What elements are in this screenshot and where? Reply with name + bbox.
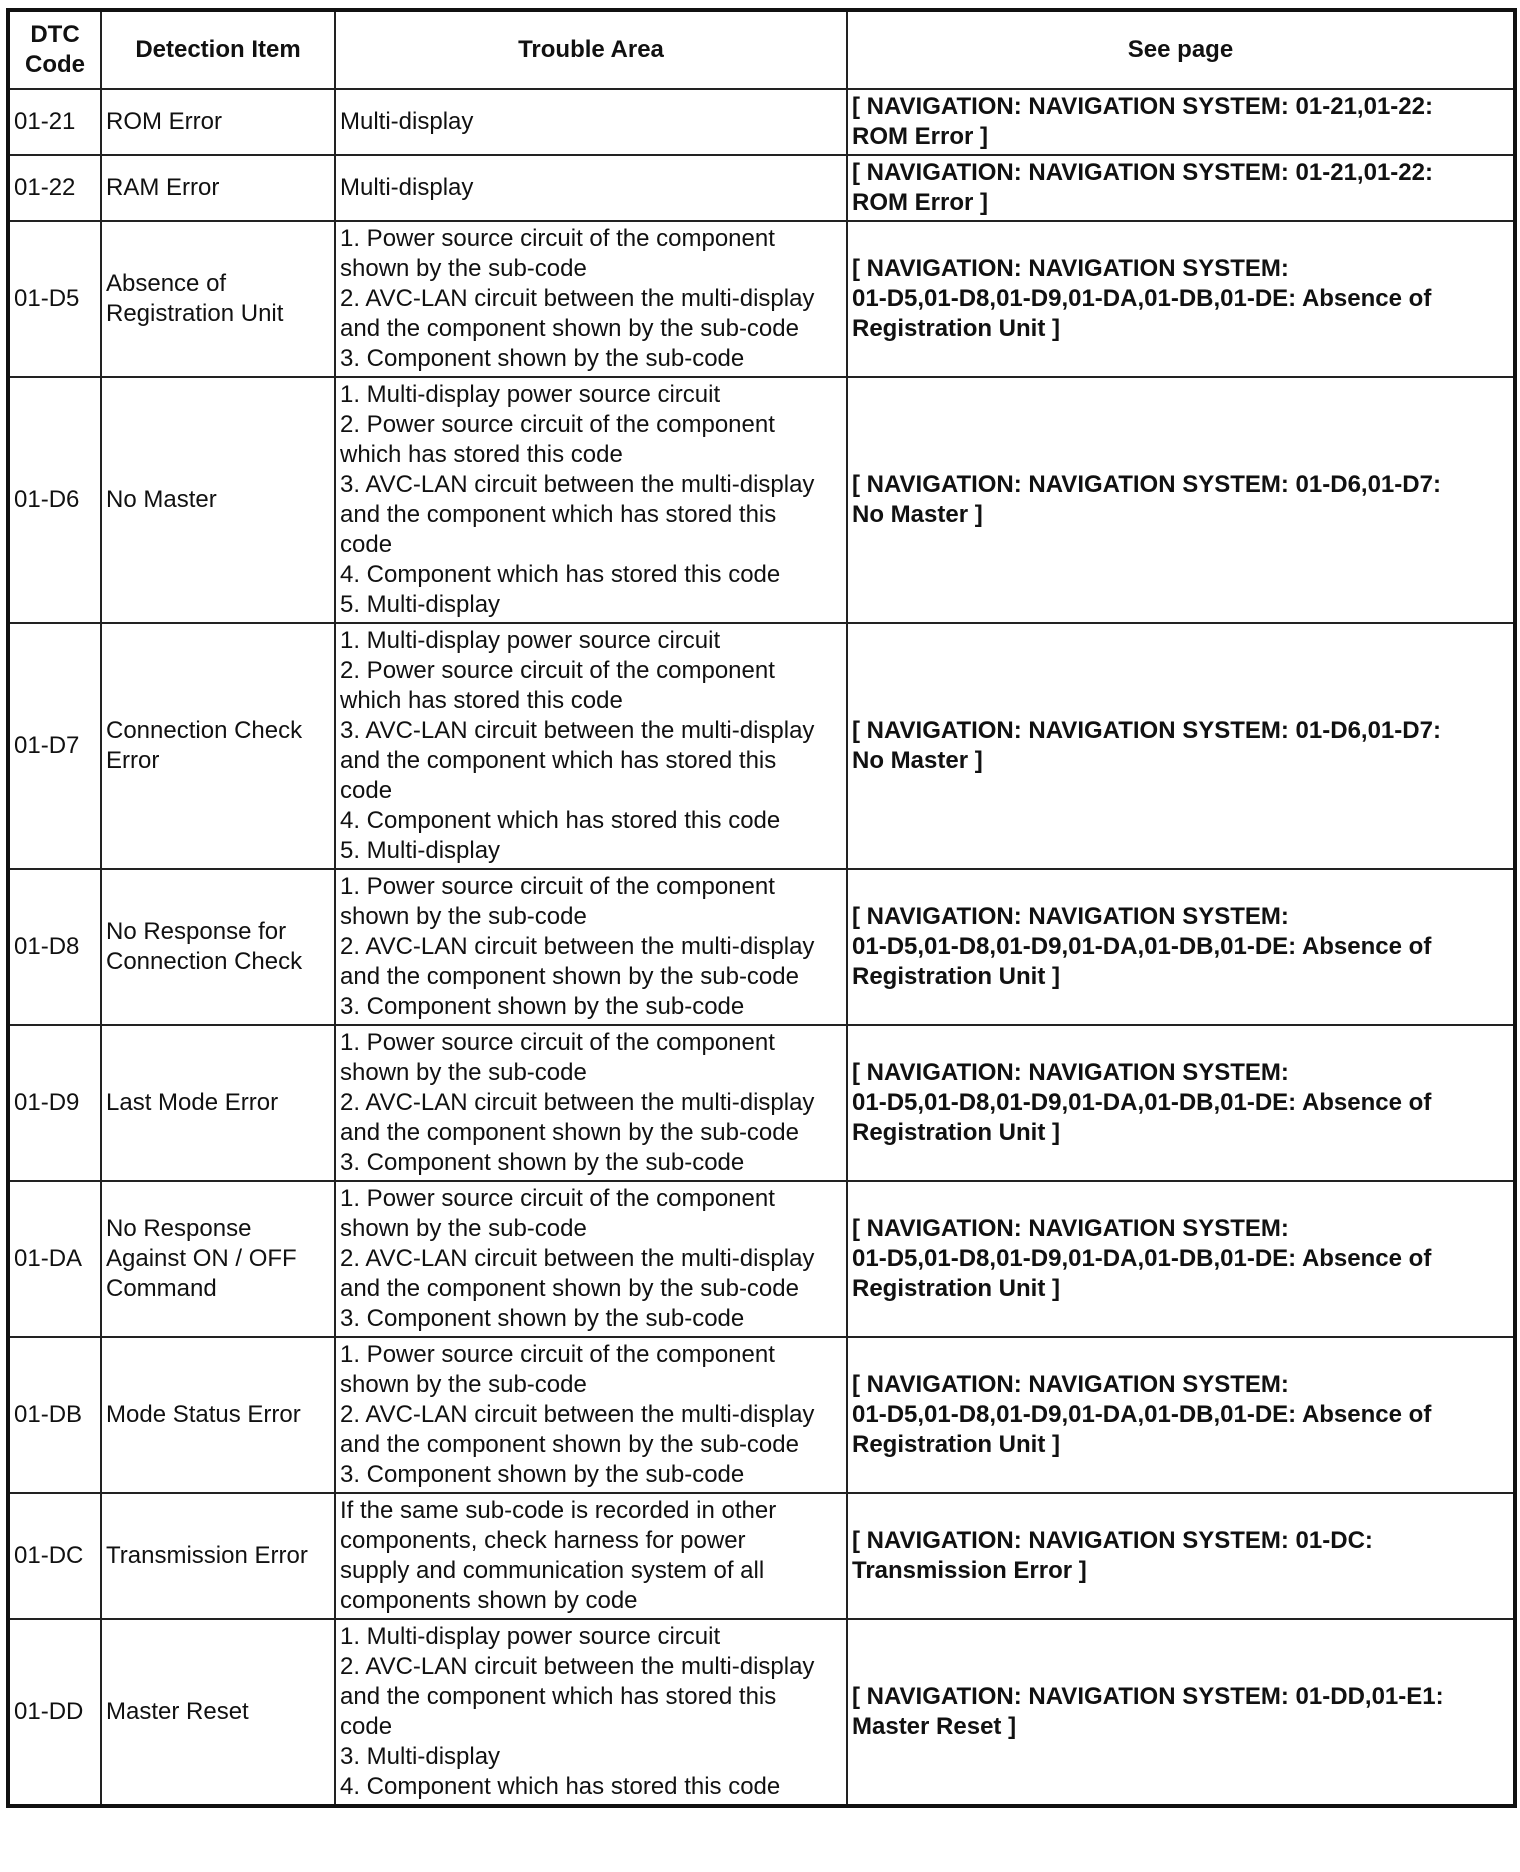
trouble-area-line: which has stored this code [340, 441, 623, 468]
trouble-area-line: and the component which has stored this [340, 501, 777, 528]
trouble-area-cell [335, 869, 847, 1025]
detection-item-cell [101, 623, 335, 869]
detection-item-cell [101, 155, 335, 221]
trouble-area-line: 3. Multi-display [340, 1743, 501, 1770]
see-page-link-line[interactable]: Registration Unit ] [852, 1431, 1060, 1458]
see-page-cell [847, 1025, 1515, 1181]
trouble-area-line: shown by the sub-code [340, 255, 587, 282]
trouble-area-line: and the component shown by the sub-code [340, 963, 799, 990]
trouble-area-line: code [340, 1713, 393, 1740]
trouble-area-line: 4. Component which has stored this code [340, 561, 781, 588]
see-page-link-line[interactable]: [ NAVIGATION: NAVIGATION SYSTEM: 01-DD,01-E1: [852, 1683, 1444, 1710]
see-page-cell [847, 89, 1515, 155]
trouble-area-line: supply and communication system of all [340, 1557, 765, 1584]
trouble-area-line: 2. AVC-LAN circuit between the multi-display [340, 285, 815, 312]
trouble-area-line: Multi-display [340, 174, 474, 201]
trouble-area-line: 2. AVC-LAN circuit between the multi-display [340, 1245, 815, 1272]
see-page-cell [847, 1337, 1515, 1493]
detection-item-line: No Response for [106, 918, 287, 945]
see-page-link-line[interactable]: [ NAVIGATION: NAVIGATION SYSTEM: [852, 1371, 1289, 1398]
detection-item-cell [101, 869, 335, 1025]
table-body [8, 89, 1515, 1806]
detection-item-cell [101, 1025, 335, 1181]
trouble-area-line: shown by the sub-code [340, 1215, 587, 1242]
trouble-area-line: shown by the sub-code [340, 903, 587, 930]
dtc-code-cell: 01-DA [8, 1181, 101, 1337]
trouble-area-line: and the component shown by the sub-code [340, 1119, 799, 1146]
detection-item-cell [101, 377, 335, 623]
trouble-area-line: 2. Power source circuit of the component [340, 411, 775, 438]
dtc-code-cell: 01-DC [8, 1493, 101, 1619]
detection-item-cell [101, 1619, 335, 1806]
trouble-area-cell [335, 377, 847, 623]
see-page-link-line[interactable]: Registration Unit ] [852, 315, 1060, 342]
trouble-area-line: 1. Power source circuit of the component [340, 1185, 775, 1212]
trouble-area-line: 1. Power source circuit of the component [340, 873, 775, 900]
trouble-area-line: components, check harness for power [340, 1527, 746, 1554]
see-page-link-line[interactable]: No Master ] [852, 501, 983, 528]
trouble-area-line: and the component shown by the sub-code [340, 315, 799, 342]
detection-item-line: Transmission Error [106, 1542, 308, 1569]
see-page-link-line[interactable]: 01-D5,01-D8,01-D9,01-DA,01-DB,01-DE: Absence of [852, 285, 1432, 312]
dtc-code-cell: 01-D8 [8, 869, 101, 1025]
see-page-link-line[interactable]: [ NAVIGATION: NAVIGATION SYSTEM: [852, 1059, 1289, 1086]
trouble-area-line: and the component which has stored this [340, 747, 777, 774]
see-page-link-line[interactable]: Registration Unit ] [852, 1275, 1060, 1302]
see-page-link-line[interactable]: 01-D5,01-D8,01-D9,01-DA,01-DB,01-DE: Absence of [852, 1089, 1432, 1116]
trouble-area-line: 1. Multi-display power source circuit [340, 627, 721, 654]
header-see-page: See page [847, 10, 1515, 89]
dtc-code-cell: 01-DB [8, 1337, 101, 1493]
trouble-area-line: 1. Power source circuit of the component [340, 1029, 775, 1056]
see-page-cell [847, 869, 1515, 1025]
detection-item-cell [101, 1181, 335, 1337]
table-row [8, 1619, 1515, 1806]
see-page-cell [847, 221, 1515, 377]
trouble-area-line: 5. Multi-display [340, 837, 501, 864]
trouble-area-line: Multi-display [340, 108, 474, 135]
table-row [8, 1025, 1515, 1181]
table-row [8, 1181, 1515, 1337]
trouble-area-line: and the component shown by the sub-code [340, 1431, 799, 1458]
detection-item-line: Connection Check [106, 717, 303, 744]
see-page-link-line[interactable]: [ NAVIGATION: NAVIGATION SYSTEM: [852, 1215, 1289, 1242]
detection-item-line: ROM Error [106, 108, 222, 135]
trouble-area-cell [335, 623, 847, 869]
trouble-area-line: 1. Multi-display power source circuit [340, 381, 721, 408]
see-page-cell [847, 1181, 1515, 1337]
see-page-link-line[interactable]: 01-D5,01-D8,01-D9,01-DA,01-DB,01-DE: Absence of [852, 1245, 1432, 1272]
detection-item-line: No Response [106, 1215, 252, 1242]
trouble-area-cell [335, 89, 847, 155]
detection-item-line: Against ON / OFF [106, 1245, 297, 1272]
trouble-area-line: 2. AVC-LAN circuit between the multi-display [340, 1401, 815, 1428]
trouble-area-cell [335, 155, 847, 221]
detection-item-line: Registration Unit [106, 300, 284, 327]
trouble-area-line: shown by the sub-code [340, 1371, 587, 1398]
detection-item-line: RAM Error [106, 174, 220, 201]
detection-item-cell [101, 221, 335, 377]
see-page-link-line[interactable]: [ NAVIGATION: NAVIGATION SYSTEM: 01-21,01-22: [852, 159, 1433, 186]
dtc-table [6, 8, 1517, 1808]
table-row [8, 623, 1515, 869]
trouble-area-line: 3. Component shown by the sub-code [340, 993, 745, 1020]
trouble-area-line: shown by the sub-code [340, 1059, 587, 1086]
see-page-link-line[interactable]: Master Reset ] [852, 1713, 1017, 1740]
trouble-area-line: 1. Multi-display power source circuit [340, 1623, 721, 1650]
trouble-area-line: code [340, 777, 393, 804]
see-page-cell [847, 1493, 1515, 1619]
see-page-link-line[interactable]: [ NAVIGATION: NAVIGATION SYSTEM: 01-D6,01-D7: [852, 471, 1441, 498]
see-page-cell [847, 377, 1515, 623]
see-page-link-line[interactable]: Registration Unit ] [852, 1119, 1060, 1146]
trouble-area-line: 3. Component shown by the sub-code [340, 345, 745, 372]
see-page-link-line[interactable]: ROM Error ] [852, 189, 989, 216]
trouble-area-line: and the component shown by the sub-code [340, 1275, 799, 1302]
trouble-area-line: 4. Component which has stored this code [340, 1773, 781, 1800]
trouble-area-line: 1. Power source circuit of the component [340, 225, 775, 252]
header-dtc-code-line2: Code [25, 51, 85, 78]
detection-item-cell [101, 1493, 335, 1619]
see-page-link-line[interactable]: [ NAVIGATION: NAVIGATION SYSTEM: 01-DC: [852, 1527, 1373, 1554]
dtc-code-cell: 01-22 [8, 155, 101, 221]
trouble-area-cell [335, 1337, 847, 1493]
detection-item-line: Error [106, 747, 160, 774]
dtc-code-cell: 01-21 [8, 89, 101, 155]
dtc-code-cell: 01-D6 [8, 377, 101, 623]
trouble-area-line: 3. Component shown by the sub-code [340, 1461, 745, 1488]
trouble-area-cell [335, 1493, 847, 1619]
table-row [8, 221, 1515, 377]
see-page-link-line[interactable]: [ NAVIGATION: NAVIGATION SYSTEM: 01-21,01-22: [852, 93, 1433, 120]
trouble-area-line: code [340, 531, 393, 558]
trouble-area-line: If the same sub-code is recorded in other [340, 1497, 777, 1524]
trouble-area-cell [335, 1025, 847, 1181]
header-row [8, 10, 1515, 89]
see-page-link-line[interactable]: 01-D5,01-D8,01-D9,01-DA,01-DB,01-DE: Absence of [852, 933, 1432, 960]
trouble-area-line: 2. Power source circuit of the component [340, 657, 775, 684]
detection-item-line: Absence of [106, 270, 227, 297]
table-row [8, 155, 1515, 221]
trouble-area-line: 3. Component shown by the sub-code [340, 1149, 745, 1176]
detection-item-line: Connection Check [106, 948, 303, 975]
trouble-area-line: 3. AVC-LAN circuit between the multi-display [340, 717, 815, 744]
dtc-code-cell: 01-D7 [8, 623, 101, 869]
table-row [8, 1337, 1515, 1493]
see-page-link-line[interactable]: 01-D5,01-D8,01-D9,01-DA,01-DB,01-DE: Absence of [852, 1401, 1432, 1428]
trouble-area-line: and the component which has stored this [340, 1683, 777, 1710]
trouble-area-line: 2. AVC-LAN circuit between the multi-display [340, 933, 815, 960]
table-row [8, 377, 1515, 623]
dtc-code-cell: 01-DD [8, 1619, 101, 1806]
detection-item-line: Master Reset [106, 1698, 249, 1725]
header-dtc-code [8, 10, 101, 89]
table-row [8, 869, 1515, 1025]
dtc-code-cell: 01-D5 [8, 221, 101, 377]
see-page-link-line[interactable]: [ NAVIGATION: NAVIGATION SYSTEM: [852, 255, 1289, 282]
header-detection-item: Detection Item [101, 10, 335, 89]
see-page-cell [847, 1619, 1515, 1806]
detection-item-line: Command [106, 1275, 217, 1302]
see-page-link-line[interactable]: [ NAVIGATION: NAVIGATION SYSTEM: 01-D6,01-D7: [852, 717, 1441, 744]
trouble-area-line: 4. Component which has stored this code [340, 807, 781, 834]
detection-item-line: No Master [106, 486, 217, 513]
trouble-area-cell [335, 1181, 847, 1337]
dtc-table-container [6, 8, 1513, 1808]
trouble-area-line: 3. AVC-LAN circuit between the multi-display [340, 471, 815, 498]
see-page-cell [847, 155, 1515, 221]
see-page-cell [847, 623, 1515, 869]
table-row [8, 1493, 1515, 1619]
trouble-area-cell [335, 1619, 847, 1806]
trouble-area-line: components shown by code [340, 1587, 638, 1614]
trouble-area-cell [335, 221, 847, 377]
detection-item-line: Mode Status Error [106, 1401, 301, 1428]
see-page-link-line[interactable]: Registration Unit ] [852, 963, 1060, 990]
header-dtc-code-line1: DTC [30, 21, 80, 48]
header-trouble-area: Trouble Area [335, 10, 847, 89]
trouble-area-line: 2. AVC-LAN circuit between the multi-display [340, 1653, 815, 1680]
table-header [8, 10, 1515, 89]
table-row [8, 89, 1515, 155]
see-page-link-line[interactable]: No Master ] [852, 747, 983, 774]
trouble-area-line: which has stored this code [340, 687, 623, 714]
see-page-link-line[interactable]: Transmission Error ] [852, 1557, 1087, 1584]
trouble-area-line: 3. Component shown by the sub-code [340, 1305, 745, 1332]
see-page-link-line[interactable]: [ NAVIGATION: NAVIGATION SYSTEM: [852, 903, 1289, 930]
see-page-link-line[interactable]: ROM Error ] [852, 123, 989, 150]
dtc-code-cell: 01-D9 [8, 1025, 101, 1181]
trouble-area-line: 5. Multi-display [340, 591, 501, 618]
detection-item-cell [101, 89, 335, 155]
trouble-area-line: 2. AVC-LAN circuit between the multi-display [340, 1089, 815, 1116]
detection-item-cell [101, 1337, 335, 1493]
trouble-area-line: 1. Power source circuit of the component [340, 1341, 775, 1368]
detection-item-line: Last Mode Error [106, 1089, 279, 1116]
